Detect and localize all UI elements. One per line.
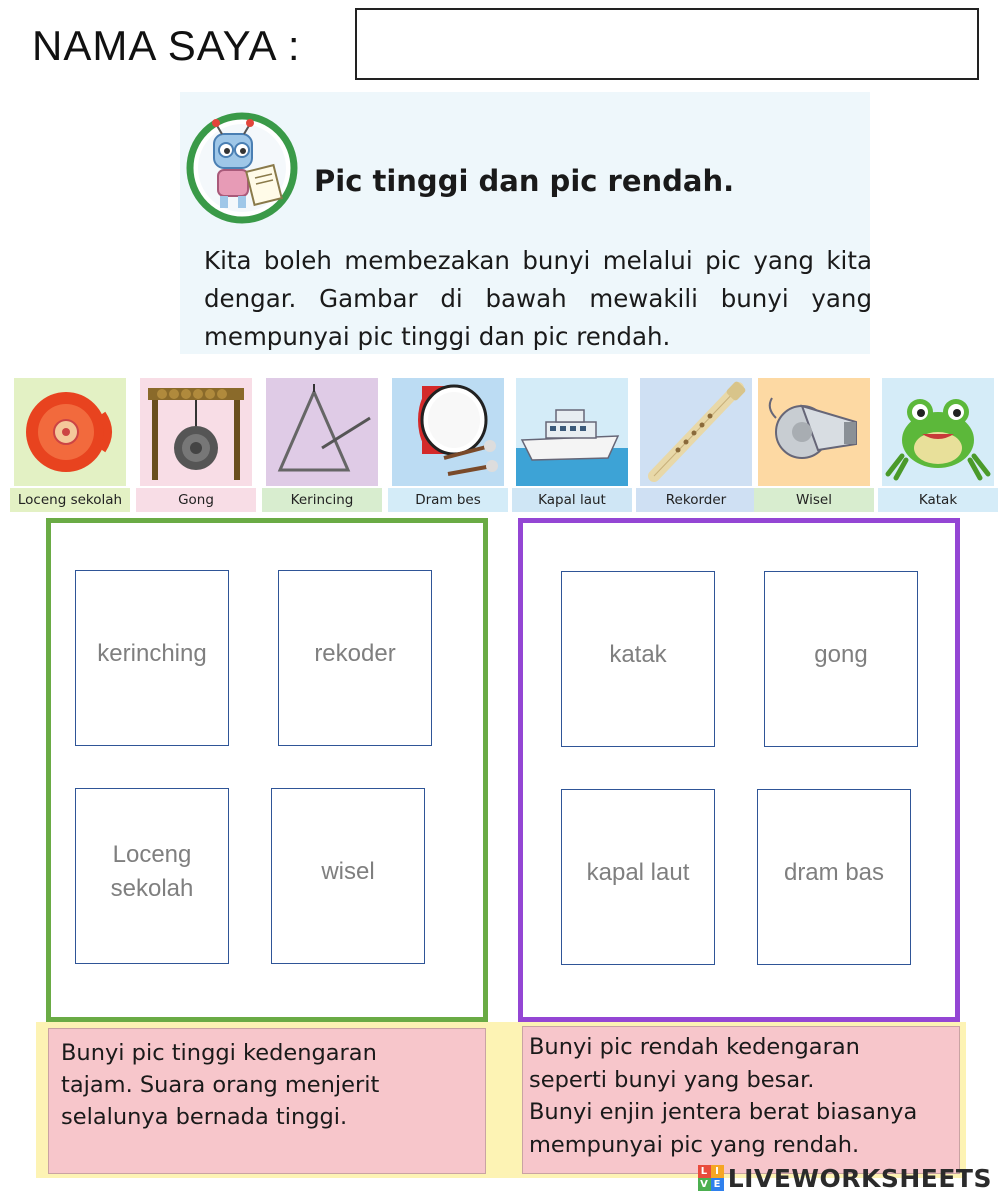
picture-label: Rekorder: [636, 488, 756, 512]
picture-label: Gong: [136, 488, 256, 512]
drop-box-low-1[interactable]: katak: [561, 571, 715, 747]
drop-box-low-2[interactable]: gong: [764, 571, 918, 747]
picture-card: [636, 374, 756, 512]
low-pitch-note: [522, 1026, 960, 1174]
picture-card: [388, 374, 508, 512]
note-line: Bunyi enjin jentera berat biasanya: [529, 1099, 918, 1125]
picture-card: [262, 374, 382, 512]
picture-card: [136, 374, 256, 512]
note-line: seperti bunyi yang besar.: [529, 1066, 815, 1093]
drop-box-low-3[interactable]: kapal laut: [561, 789, 715, 965]
school-bell-icon: [14, 378, 126, 486]
whistle-icon: [758, 378, 870, 486]
drop-box-high-4[interactable]: wisel: [271, 788, 425, 964]
liveworksheets-logo: [698, 1160, 992, 1196]
triangle-icon: [266, 378, 378, 486]
recorder-icon: [640, 378, 752, 486]
drop-box-low-4[interactable]: dram bas: [757, 789, 911, 965]
ship-icon: [516, 378, 628, 486]
picture-label: Loceng sekolah: [10, 488, 130, 512]
drop-box-high-1[interactable]: kerinching: [75, 570, 229, 746]
picture-label: Dram bes: [388, 488, 508, 512]
note-line: tajam. Suara orang menjerit: [61, 1072, 380, 1098]
intro-panel: [180, 92, 870, 354]
mark-letter: I: [711, 1165, 724, 1178]
picture-label: Katak: [878, 488, 998, 512]
bass-drum-icon: [392, 378, 504, 486]
note-line: Bunyi pic tinggi kedengaran: [61, 1040, 377, 1066]
liveworksheets-mark-icon: [698, 1165, 724, 1191]
picture-card: [878, 374, 998, 512]
mark-letter: V: [698, 1178, 711, 1191]
name-input[interactable]: [355, 8, 979, 80]
mark-letter: L: [698, 1165, 711, 1178]
brand-text: LIVEWORKSHEETS: [727, 1163, 992, 1193]
picture-label: Wisel: [754, 488, 874, 512]
picture-label: Kerincing: [262, 488, 382, 512]
drop-box-high-2[interactable]: rekoder: [278, 570, 432, 746]
intro-text: Kita boleh membezakan bunyi melalui pic yang kita dengar. Gambar di bawah mewakili bunyi yang mempunyai pic tinggi dan pic rendah.: [204, 246, 872, 351]
high-pitch-note: [48, 1028, 486, 1174]
picture-label: Kapal laut: [512, 488, 632, 512]
robot-mascot-icon: [186, 112, 298, 224]
note-line: Bunyi pic rendah kedengaran: [529, 1034, 860, 1060]
frog-icon: [882, 378, 994, 486]
note-line: selalunya bernada tinggi.: [61, 1104, 348, 1130]
picture-strip: [10, 374, 998, 512]
picture-card: [512, 374, 632, 512]
note-line: mempunyai pic yang rendah.: [529, 1131, 860, 1158]
name-label: NAMA SAYA :: [32, 22, 301, 69]
gong-icon: [140, 378, 252, 486]
intro-title: Pic tinggi dan pic rendah.: [314, 164, 735, 198]
mark-letter: E: [711, 1178, 724, 1191]
picture-card: [10, 374, 130, 512]
drop-box-high-3[interactable]: Loceng sekolah: [75, 788, 229, 964]
picture-card: [754, 374, 874, 512]
